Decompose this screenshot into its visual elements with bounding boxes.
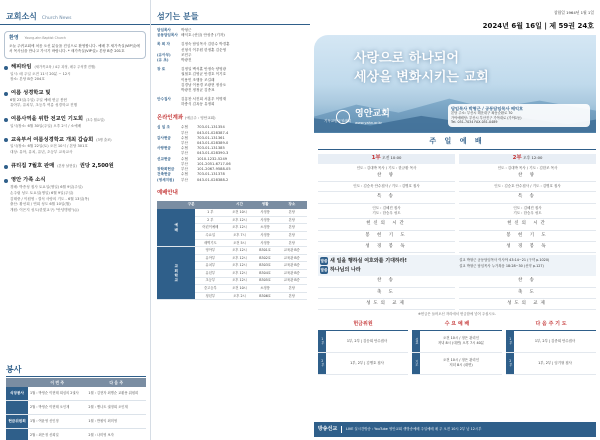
service-staff-header [6,364,146,377]
people-names: 박광진 [181,58,192,63]
service-1-time: 오전 10:00 [381,154,402,160]
staff-role [6,401,28,415]
schedule-room: B306호 [254,292,277,300]
account-kind: 장학회헌금 [157,167,175,172]
servants-title: 섬기는 분들 [157,12,199,21]
order-row [318,276,596,287]
church-logo-icon [336,110,350,124]
account-bank: 수협 [181,135,188,140]
people-role: (유아부) [157,52,171,57]
order-item-right: 축 도 [459,288,596,299]
news-item-note: (3명 출조) [96,138,112,143]
accounts-title: 온라인계좌 (예금주 : 영안교회) [157,114,216,121]
order-row [318,242,596,253]
schedule-name: 수요일 [195,232,225,240]
staff-col-next-week: 다 음 주 [86,378,146,387]
staff-this-week: 2월 : 최은정 신희일 [28,429,86,440]
schedule-place: 본당 [277,224,307,232]
live-text: LIVE 실시간방송 : YouTube 영안교회 생방송예배 주일예배 매 주 오전 10시 2부 낮 12시부 [346,427,482,432]
service-1-leaders: 인도 : 김대박 목사 / 기도 : 한규환 목사 [356,165,417,170]
bottom-cell [506,331,596,353]
schedule-place: 본당 [277,232,307,240]
news-item-title [4,177,146,185]
order-row [318,171,596,182]
schedule-row [157,209,307,217]
sermon-icon: 말씀 [320,267,328,272]
staff-col-this-week: 이 번 주 [28,378,86,387]
schedule-title: 예배안내 [157,189,178,196]
account-number[interactable]: 043-01-028389-0 [197,141,229,146]
news-item-title-text: 영안 가족 소식 [11,177,46,184]
account-bank: 수협 [181,172,188,177]
accounts-list [157,125,305,182]
account-bank: 부산 [181,151,188,156]
schedule-room: B302호 [254,254,277,262]
news-item-title [4,90,146,98]
news-item-line: 김태중 / 이원영 : 결석 사랑의 기도 - 6월 13일(목) [10,196,90,201]
welcome-text: 오늘 주귀교회에 처음 오신 분들을 진심으로 환영합니다. 예배 후 새가족실(VIP실)에서 목사님을 만나고 가시기 바랍니다. * 새가족실(VIP실): 본당 B층 201호 [9,43,141,54]
schedule-place: 교육관 B층 [277,277,307,285]
sermon-title-2: 말씀 하나님의 나라 [320,266,361,273]
order-row [318,299,596,310]
account-kind: (영세지원) [157,177,175,182]
order-item-right: 인도 : 김혜진 집사 기도 : 한승우 성도 [459,204,596,220]
account-kind: 사랑헌금 [157,146,171,151]
order-item-left: 찬 양 [318,171,455,182]
worship-title: 주 일 예 배 [318,136,596,150]
news-item-line: 출산: 황선희 / 연희 성도 6월 10일(월) [10,202,71,207]
bottom-cell-text: 오전 10시 / 정은 관리인 저녁 8시 (대면) [443,358,479,368]
bottom-col-title: 헌금위원 [318,321,408,330]
account-number[interactable]: 703-01-131361 [197,135,225,140]
schedule-name: 영아부 [195,247,225,255]
schedule-time: 오전 10시 [225,285,253,293]
people-names: 권철호 김영균 안경호 이기호 [181,72,227,77]
staff-row [6,415,146,429]
order-row [318,288,596,299]
schedule-place: 교육관 B층 [277,269,307,277]
slogan-line-2: 세상을 변화시키는 교회 [354,70,489,86]
bottom-cell-text: 1부, 2부 | 김승희 안수집사 [346,338,388,343]
account-number[interactable]: 043-01-028388-2 [197,177,229,182]
church-news-column [0,0,150,440]
church-news-header [0,0,150,25]
account-number[interactable]: 101-2051-6717-06 [197,161,231,166]
order-item-left: 성 경 봉 독 [318,242,455,253]
slogan-line-1: 사랑으로 하나되어 [354,50,459,66]
people-role: 담임목사 [157,28,171,32]
bottom-cell [506,353,596,375]
bottom-col [412,321,502,374]
news-item-title [4,116,146,124]
schedule-place: 교육관 B층 [277,247,307,255]
bottom-cell-text: 오전 10시 / 정은 관리인 저녁 8시 (대면) 오후 7시 40분 [437,336,485,346]
bottom-cell [412,331,502,353]
bottom-cell-text: 1부, 2부 | 김병호 집사 [350,360,384,365]
schedule-name: 유아부 [195,254,225,262]
people-names: 조민주 [181,52,192,57]
order-item-right: 헌신의 시간 [459,219,596,230]
news-item-line: 유아부, 유치부, 초등부 여름 성경학교 진행 [10,103,78,108]
order-item-left: 인도 : 김혜진 집사 기도 : 한승우 성도 [318,204,455,220]
order-row [318,231,596,242]
schedule-place: 본당 [277,292,307,300]
bottom-cell-tag: 2부 [506,353,514,374]
staff-this-week: 1월 : 여윤영 신인정 [28,415,86,429]
bottom-cell [318,353,408,375]
order-item-left: 축 도 [318,288,455,299]
people-names: 신형식 이우원 한정훈 김순영 [181,47,227,52]
staff-next-week: 1월 : 김현자 최병순 교환용 위원회 [86,387,146,401]
order-item-left: 봉 헌 기 도 [318,231,455,242]
schedule-name: 초등부 [195,277,225,285]
account-number[interactable]: 703-01-131354 [197,125,225,130]
schedule-time: 오후 12시 [225,277,253,285]
schedule-table [157,201,307,301]
order-row [318,219,596,230]
sermon-title-1: 말씀 새 일을 행하실 여호와를 기대하라! [320,258,407,265]
worship-order [318,136,596,375]
account-bank: 부산 [181,177,188,182]
bottom-cell-tag: 1부 [506,331,514,352]
order-item-left: 인도 : 김승욱 안수집사 / 기도 : 김병호 집사 [318,182,455,192]
schedule-time: 오후 2시 [225,292,253,300]
staff-row [6,401,146,415]
staff-this-week: 1월 : 박영순 이현태 희심의 2권사 [28,387,86,401]
issue-date: 2024년 6월 16일 | 제 59권 24호 [482,21,594,30]
order-rows [318,171,596,253]
bottom-col [318,321,408,374]
schedule-name: 2 부 [195,216,225,224]
church-slogan [354,49,489,88]
account-number[interactable]: 703-01-131378 [197,172,225,177]
bottom-col-title: 다 음 주 기 도 [506,321,596,330]
staff-next-week: 2월 : 맨나트 권정희 오인재 [86,401,146,415]
service-staff-table [6,378,146,440]
news-item-line: 손주림 성도 토요일(생일) 6월 9일(주일) [10,190,74,195]
staff-next-week: 2월 : 나미영 보자 [86,429,146,440]
schedule-time: 오후 12시 [225,254,253,262]
order-item-right: 찬 송 [459,276,596,287]
service-2-leaders: 인도 : 김대박 목사 / 기도 : 김한조 목사 [497,165,558,170]
news-item [4,177,146,213]
news-item-line: 6월 23일(주일) 주일 예배 헌금 봉헌 [10,97,68,102]
schedule-name: 새벽기도 [195,239,225,247]
account-bank: 부산 [181,130,188,135]
order-item-right: 봉 헌 기 도 [459,231,596,242]
staff-row [6,387,146,401]
staff-this-week: 2월 : 박영순 이현태 오인재 [28,401,86,415]
schedule-col-group: 구분 [157,201,225,209]
account-kind: 선교헌금 [157,156,171,161]
account-kind: 건축헌금 [157,172,171,177]
people-role: 장 로 [157,67,166,72]
news-item-note: (새가족교육 / 4주 과정, 매주 주석별 진행) [34,65,96,70]
order-item-right: 인도 : 김승호 안수집사 / 기도 : 김병호 집사 [459,182,596,192]
sermon-ref-2: 설교 박형근 담임목사 누가복음 18:28~30 (신약 p.127) [459,264,544,269]
account-kind: 감사헌금 [157,135,171,140]
service-2-name: 2부 [512,154,522,161]
account-number[interactable]: 1010-1232-5249 [197,156,228,161]
schedule-col-place: 장소 [277,201,307,209]
order-item-left: 성도의 교제 [318,299,455,310]
news-item [4,137,146,156]
people-names: 박형근 [181,28,192,32]
pastor-line: 담임목사 박형근 / 공동담임목사 배익호 [451,105,524,111]
schedule-row [157,247,307,255]
address-1: 본당 주소: 부산시 해운대구 좌동순환로 70 [451,111,513,116]
service-2-box [459,154,596,164]
schedule-room: 소정풍 [254,285,277,293]
news-item-title-text: 해피타임 [11,63,32,70]
order-row [318,192,596,203]
schedule-time: 오전 10시 [225,209,253,217]
schedule-room: B303호 [254,262,277,270]
sermon-ref-1: 설교 박형근 공동담임목사 이사야 43:14~21 (구약 p.1020) [459,258,550,263]
order-item-right: 성 경 봉 독 [459,242,596,253]
news-item-line: 경배: 박종성 집사 토요일(생일) 6월 9일(주일) [10,185,83,190]
staff-role: 헌금위원회 [6,415,28,429]
news-item-line: 개원: 이은지 성도(한빛교구) "안녕병원"(◎) [10,208,79,213]
church-news-subtitle: Church News [41,16,72,21]
church-logo [336,108,390,126]
account-bank: 부산 [181,167,188,172]
schedule-room: 사정풍 [254,239,277,247]
people-names: 김흥찬 서진희 서홍우 이명재 [181,97,227,102]
church-name: 영안교회 [355,108,390,119]
account-bank: 부산 [181,161,188,166]
people-names: 하충식 김옥동 유정희 [181,102,215,107]
news-item-title [4,163,146,171]
worship-column [310,0,600,440]
people-role: 목 회 자 [157,42,170,47]
order-item-right: 특 송 [459,192,596,203]
sermon-icon: 말씀 [320,259,328,264]
schedule-name: 청년부 [195,292,225,300]
accounts-note: (예금주 : 영안교회) [184,115,216,120]
people-list [157,28,305,108]
schedule-place: 본당 [277,209,307,217]
schedule-room: 사정풍 [254,209,277,217]
schedule-room: B304호 [254,269,277,277]
order-item-right: 찬 양 [459,171,596,182]
staff-row [6,429,146,440]
people-names: 이용민 조행웅 조길래 [181,77,215,82]
schedule-room: B301호 [254,247,277,255]
account-bank: 수협 [181,156,188,161]
people-role: 안수집사 [157,97,171,102]
people-names: 박광진 정정균 김종표 [181,88,215,93]
schedule-time: 오후 12시 [225,247,253,255]
schedule-place: 본당 [277,239,307,247]
schedule-name: 유치부 [195,262,225,270]
people-names: 김경남 이용경 조광현 정상오 [181,82,227,87]
people-role [157,102,179,107]
service-staff-title: 봉사 [6,364,146,377]
news-list [4,31,146,214]
staff-role: 식당봉사 [6,387,28,401]
bottom-cell-text: 1부, 2부 | 김종희 안수집사 [534,338,576,343]
news-item-title [4,64,146,72]
news-item [4,64,146,83]
schedule-time: 오후 12시 [225,224,253,232]
issue-meta [310,0,600,31]
bottom-cell-text: 1부, 2부 | 임기형 집사 [538,360,572,365]
schedule-time: 오후 12시 [225,269,253,277]
news-item [4,90,146,109]
order-item-right: 성도의 교제 [459,299,596,310]
order-item-left: 헌신의 시간 [318,219,455,230]
order-item-left: 특 송 [318,192,455,203]
schedule-room: 사정풍 [254,232,277,240]
account-number[interactable]: 703-01-131385 [197,146,225,151]
people-names: 배익호 (선임) 안성종 (기자) [181,33,225,38]
schedule-room: 사정풍 [254,216,277,224]
news-item-line: 대상: 유아, 유치, 유년, 초등부 교육교사 [10,150,73,155]
denomination-label: 기독교한국침례회 [324,119,352,124]
staff-next-week: 1월 : 반원익 최미영 [86,415,146,429]
order-item-left: 찬 송 [318,276,455,287]
schedule-time: 오후 12시 [225,262,253,270]
bottom-col-title: 수 요 예 배 [412,321,502,330]
service-1-box [318,154,455,164]
schedule-group: 교회학교 [157,247,195,300]
schedule-name: 유년부 [195,269,225,277]
schedule-col-room: 생활 [254,201,277,209]
news-item-title-text: 큐티집 7월호 판매 [11,162,55,169]
news-item-extra: 권당 2,500원 [79,162,114,169]
schedule-time: 오후 7시 [225,232,253,240]
bottom-cell [412,353,502,375]
schedule-group: 예배 [157,209,195,247]
church-banner [314,35,596,133]
schedule-time: 오후 12시 [225,216,253,224]
offering-note: ※헌금은 들어오신 자리에서 헌금함에 넣어 주십시오. [417,312,497,317]
address-2: 가야예배당: 부산시 부산진구 가야대로 (가야1동) [451,115,522,120]
church-news-title: 교회소식 [6,12,37,21]
staff-col-role [6,378,28,387]
schedule-room: B305호 [254,277,277,285]
schedule-time: 오전 5시 [225,239,253,247]
schedule-place: 교육관 B층 [277,262,307,270]
schedule-place: 교육관 B층 [277,254,307,262]
staff-role [6,429,28,440]
sermon-block [318,255,596,276]
news-items [4,64,146,214]
account-bank: 수협 [181,125,188,130]
news-item-line: 일시/장소: 6월 22일(토) 오전 10시 / 본당 301호 [10,144,88,149]
order-row [318,182,596,192]
bottom-info-grid [318,321,596,374]
schedule-place: 본당 [277,216,307,224]
schedule-name: 1 부 [195,209,225,217]
schedule-name: 중고등부 [195,285,225,293]
news-item [4,116,146,129]
schedule-col-time: 시간 [225,201,253,209]
news-item-title-text: 여름 성경학교 및 [11,90,51,97]
news-item-title-text: 여름사역을 위한 전교인 기도회 [11,116,84,123]
church-tel: Tel. 051-7034 FAX.051-0489 [451,120,498,125]
order-row [318,204,596,220]
people-role: 공동담임목사 [157,33,178,38]
news-item-note: (본당 날현실) [57,164,77,169]
bottom-cell-tag: 설교 [412,331,420,352]
church-info-box [448,104,590,127]
news-item-line: 장소: 본당 B층 204호 [10,77,45,82]
news-item [4,163,146,171]
order-rows-after-sermon [318,276,596,310]
servants-column [150,0,310,440]
news-item-note: (3주 월요일) [86,117,105,122]
people-role: (유 초) [157,58,169,63]
welcome-title: 환영 [9,35,19,41]
church-url[interactable]: www.yahn.or.kr [355,120,382,125]
schedule-name: 어린이예배 [195,224,225,232]
news-item-line: 일시: 매 주일 오전 11시 20분 ~ 12시 [10,71,71,76]
people-names: 김정일 백석훈 안정숙 양영광 [181,67,227,72]
people-names: 김정숙 담임목사 김한수 박경훈 [181,42,230,47]
account-kind: 십 일 조 [157,125,170,130]
servants-header [151,0,310,25]
bottom-cell [318,331,408,353]
account-number[interactable]: 101-2067-9588-05 [197,167,231,172]
news-item-title-text: 교육부서 여름성경학교 개최 갑습회 [11,136,94,143]
account-number[interactable]: 043-01-028387-4 [197,130,229,135]
news-item-line: 일시/장소: 6월 30일(주일) 오후 2시 / 소예배 [10,123,82,128]
founded-date: 창립일 1964년 1월 1일 [553,10,594,15]
bottom-cell-tag: 2부 [318,353,326,374]
bottom-cell-tag: 1부 [318,331,326,352]
schedule-room: 소정풍 [254,224,277,232]
bottom-col [506,321,596,374]
live-broadcast-bar[interactable] [314,422,596,437]
live-title: 방송선교 [314,426,342,433]
service-1-name: 1부 [371,154,381,161]
account-bank: 수협 [181,146,188,151]
schedule-place: 본당 [277,285,307,293]
service-2-time: 오후 12:00 [522,154,543,160]
account-number[interactable]: 043-01-028390-3 [197,151,229,156]
bottom-cell-tag: 기도 [412,353,420,374]
welcome-subtitle: Young-ahn Baptist Church [24,36,66,40]
welcome-box [4,31,146,59]
account-bank: 부산 [181,141,188,146]
